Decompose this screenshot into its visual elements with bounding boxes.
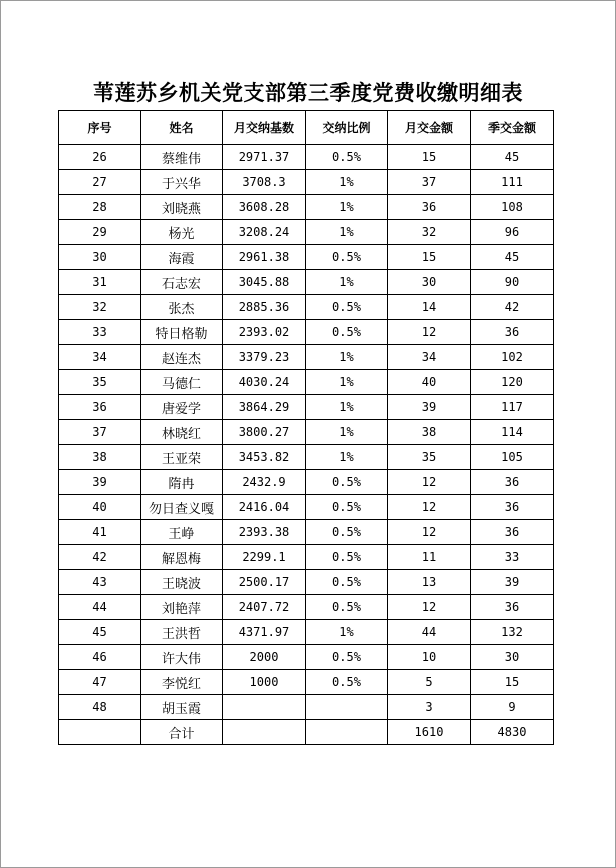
rate-cell: 0.5% <box>306 645 388 670</box>
serial-cell: 37 <box>59 420 141 445</box>
serial-cell: 44 <box>59 595 141 620</box>
name-cell: 特日格勒 <box>141 320 223 345</box>
total-base-cell <box>223 720 306 745</box>
name-cell: 杨光 <box>141 220 223 245</box>
rate-cell: 0.5% <box>306 320 388 345</box>
total-rate-cell <box>306 720 388 745</box>
rate-cell: 1% <box>306 620 388 645</box>
name-cell: 李悦红 <box>141 670 223 695</box>
name-cell: 胡玉霞 <box>141 695 223 720</box>
name-cell: 许大伟 <box>141 645 223 670</box>
monthly-cell: 39 <box>388 395 471 420</box>
header-cell-monthly: 月交金额 <box>388 111 471 145</box>
quarterly-cell: 36 <box>471 595 554 620</box>
quarterly-cell: 120 <box>471 370 554 395</box>
rate-cell: 1% <box>306 345 388 370</box>
name-cell: 张杰 <box>141 295 223 320</box>
table-row <box>59 220 554 245</box>
total-quarterly-cell: 4830 <box>471 720 554 745</box>
header-cell-serial: 序号 <box>59 111 141 145</box>
quarterly-cell: 36 <box>471 495 554 520</box>
table-row <box>59 695 554 720</box>
name-cell: 王峥 <box>141 520 223 545</box>
base-cell: 3864.29 <box>223 395 306 420</box>
quarterly-cell: 30 <box>471 645 554 670</box>
quarterly-cell: 111 <box>471 170 554 195</box>
serial-cell: 48 <box>59 695 141 720</box>
serial-cell: 46 <box>59 645 141 670</box>
quarterly-cell: 90 <box>471 270 554 295</box>
name-cell: 隋冉 <box>141 470 223 495</box>
quarterly-cell: 36 <box>471 520 554 545</box>
monthly-cell: 11 <box>388 545 471 570</box>
monthly-cell: 40 <box>388 370 471 395</box>
serial-cell: 31 <box>59 270 141 295</box>
rate-cell: 0.5% <box>306 520 388 545</box>
base-cell: 2416.04 <box>223 495 306 520</box>
monthly-cell: 36 <box>388 195 471 220</box>
table-row <box>59 470 554 495</box>
rate-cell: 0.5% <box>306 145 388 170</box>
monthly-cell: 10 <box>388 645 471 670</box>
rate-cell: 0.5% <box>306 570 388 595</box>
base-cell: 2407.72 <box>223 595 306 620</box>
table-row <box>59 170 554 195</box>
monthly-cell: 12 <box>388 320 471 345</box>
table-row <box>59 295 554 320</box>
rate-cell: 1% <box>306 170 388 195</box>
serial-cell: 32 <box>59 295 141 320</box>
monthly-cell: 3 <box>388 695 471 720</box>
table-row <box>59 645 554 670</box>
quarterly-cell: 105 <box>471 445 554 470</box>
table-row <box>59 345 554 370</box>
rate-cell: 0.5% <box>306 595 388 620</box>
total-monthly-cell: 1610 <box>388 720 471 745</box>
table-row <box>59 595 554 620</box>
table-row <box>59 145 554 170</box>
serial-cell: 34 <box>59 345 141 370</box>
base-cell: 3708.3 <box>223 170 306 195</box>
base-cell: 1000 <box>223 670 306 695</box>
rate-cell: 0.5% <box>306 295 388 320</box>
serial-cell: 26 <box>59 145 141 170</box>
base-cell: 3208.24 <box>223 220 306 245</box>
quarterly-cell: 9 <box>471 695 554 720</box>
name-cell: 赵连杰 <box>141 345 223 370</box>
rate-cell: 1% <box>306 395 388 420</box>
serial-cell: 30 <box>59 245 141 270</box>
base-cell <box>223 695 306 720</box>
party-dues-table <box>58 110 554 745</box>
document-title: 苇莲苏乡机关党支部第三季度党费收缴明细表 <box>93 80 523 105</box>
serial-cell: 33 <box>59 320 141 345</box>
name-cell: 唐爱学 <box>141 395 223 420</box>
serial-cell: 38 <box>59 445 141 470</box>
table-row <box>59 320 554 345</box>
base-cell: 2000 <box>223 645 306 670</box>
base-cell: 2432.9 <box>223 470 306 495</box>
rate-cell: 0.5% <box>306 245 388 270</box>
rate-cell: 1% <box>306 445 388 470</box>
rate-cell: 1% <box>306 420 388 445</box>
name-cell: 刘晓燕 <box>141 195 223 220</box>
name-cell: 林晓红 <box>141 420 223 445</box>
serial-cell: 40 <box>59 495 141 520</box>
rate-cell: 1% <box>306 195 388 220</box>
total-row <box>59 720 554 745</box>
total-serial-cell <box>59 720 141 745</box>
table-header-row <box>59 111 554 145</box>
monthly-cell: 5 <box>388 670 471 695</box>
table-row <box>59 520 554 545</box>
table-row <box>59 270 554 295</box>
serial-cell: 39 <box>59 470 141 495</box>
rate-cell <box>306 695 388 720</box>
rate-cell: 0.5% <box>306 495 388 520</box>
rate-cell: 0.5% <box>306 670 388 695</box>
table-row <box>59 620 554 645</box>
serial-cell: 47 <box>59 670 141 695</box>
base-cell: 2500.17 <box>223 570 306 595</box>
serial-cell: 35 <box>59 370 141 395</box>
base-cell: 2885.36 <box>223 295 306 320</box>
serial-cell: 41 <box>59 520 141 545</box>
name-cell: 马德仁 <box>141 370 223 395</box>
quarterly-cell: 96 <box>471 220 554 245</box>
rate-cell: 0.5% <box>306 545 388 570</box>
monthly-cell: 14 <box>388 295 471 320</box>
monthly-cell: 35 <box>388 445 471 470</box>
name-cell: 勿日查义嘎 <box>141 495 223 520</box>
monthly-cell: 38 <box>388 420 471 445</box>
table-row <box>59 670 554 695</box>
base-cell: 4371.97 <box>223 620 306 645</box>
rate-cell: 1% <box>306 270 388 295</box>
name-cell: 蔡维伟 <box>141 145 223 170</box>
table-row <box>59 445 554 470</box>
table-row <box>59 570 554 595</box>
quarterly-cell: 39 <box>471 570 554 595</box>
base-cell: 3045.88 <box>223 270 306 295</box>
monthly-cell: 30 <box>388 270 471 295</box>
monthly-cell: 34 <box>388 345 471 370</box>
base-cell: 3379.23 <box>223 345 306 370</box>
table-row <box>59 195 554 220</box>
base-cell: 2961.38 <box>223 245 306 270</box>
serial-cell: 29 <box>59 220 141 245</box>
name-cell: 王洪哲 <box>141 620 223 645</box>
name-cell: 海霞 <box>141 245 223 270</box>
monthly-cell: 12 <box>388 470 471 495</box>
total-label-cell: 合计 <box>141 720 223 745</box>
header-cell-name: 姓名 <box>141 111 223 145</box>
quarterly-cell: 36 <box>471 320 554 345</box>
table-row <box>59 245 554 270</box>
table-row <box>59 545 554 570</box>
quarterly-cell: 108 <box>471 195 554 220</box>
table-row <box>59 395 554 420</box>
monthly-cell: 12 <box>388 495 471 520</box>
monthly-cell: 12 <box>388 595 471 620</box>
monthly-cell: 37 <box>388 170 471 195</box>
rate-cell: 0.5% <box>306 470 388 495</box>
monthly-cell: 12 <box>388 520 471 545</box>
table-row <box>59 420 554 445</box>
serial-cell: 28 <box>59 195 141 220</box>
quarterly-cell: 42 <box>471 295 554 320</box>
serial-cell: 45 <box>59 620 141 645</box>
base-cell: 4030.24 <box>223 370 306 395</box>
quarterly-cell: 45 <box>471 145 554 170</box>
quarterly-cell: 33 <box>471 545 554 570</box>
quarterly-cell: 117 <box>471 395 554 420</box>
monthly-cell: 32 <box>388 220 471 245</box>
table-row <box>59 495 554 520</box>
rate-cell: 1% <box>306 370 388 395</box>
base-cell: 3608.28 <box>223 195 306 220</box>
base-cell: 3800.27 <box>223 420 306 445</box>
monthly-cell: 15 <box>388 245 471 270</box>
serial-cell: 27 <box>59 170 141 195</box>
monthly-cell: 13 <box>388 570 471 595</box>
rate-cell: 1% <box>306 220 388 245</box>
base-cell: 2393.38 <box>223 520 306 545</box>
quarterly-cell: 114 <box>471 420 554 445</box>
name-cell: 王亚荣 <box>141 445 223 470</box>
header-cell-quarterly: 季交金额 <box>471 111 554 145</box>
serial-cell: 42 <box>59 545 141 570</box>
quarterly-cell: 45 <box>471 245 554 270</box>
header-cell-base: 月交纳基数 <box>223 111 306 145</box>
quarterly-cell: 102 <box>471 345 554 370</box>
name-cell: 解恩梅 <box>141 545 223 570</box>
serial-cell: 36 <box>59 395 141 420</box>
monthly-cell: 44 <box>388 620 471 645</box>
header-cell-rate: 交纳比例 <box>306 111 388 145</box>
base-cell: 3453.82 <box>223 445 306 470</box>
base-cell: 2971.37 <box>223 145 306 170</box>
serial-cell: 43 <box>59 570 141 595</box>
monthly-cell: 15 <box>388 145 471 170</box>
name-cell: 石志宏 <box>141 270 223 295</box>
quarterly-cell: 132 <box>471 620 554 645</box>
quarterly-cell: 15 <box>471 670 554 695</box>
base-cell: 2393.02 <box>223 320 306 345</box>
table-body <box>59 145 554 720</box>
name-cell: 王晓波 <box>141 570 223 595</box>
table-row <box>59 370 554 395</box>
name-cell: 于兴华 <box>141 170 223 195</box>
quarterly-cell: 36 <box>471 470 554 495</box>
base-cell: 2299.1 <box>223 545 306 570</box>
name-cell: 刘艳萍 <box>141 595 223 620</box>
